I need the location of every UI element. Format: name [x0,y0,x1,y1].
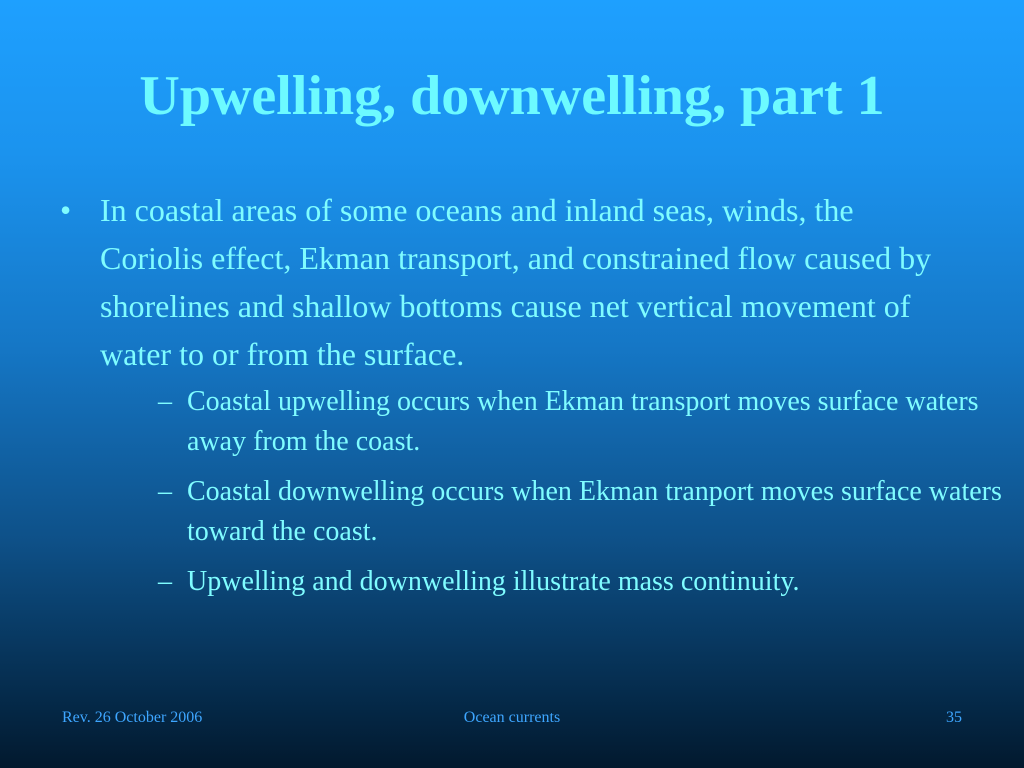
footer-topic: Ocean currents [463,709,561,726]
sub-bullet-list [100,382,1002,602]
sub-bullet-upwelling [100,382,1007,462]
footer-slide-number: 35 [946,709,962,726]
sub-bullet-downwelling [100,472,1007,552]
sub-bullet-text: Coastal upwelling occurs when Ekman transport moves surface waters away from the coast. [187,386,979,457]
sub-bullet-continuity [100,562,1007,602]
dash-marker: – [158,476,172,507]
sub-bullet-text: Upwelling and downwelling illustrate mass continuity. [187,566,800,597]
main-bullet [58,186,1002,602]
dash-marker: – [158,386,172,417]
bullet-marker: • [60,192,72,228]
slide-title: Upwelling, downwelling, part 1 [139,65,885,127]
main-bullet-text: In coastal areas of some oceans and inland seas, winds, the Coriolis effect, Ekman transport, and constrained flow caused by shorelines and shallow bottoms cause net vertical movement of water to or from the surface. [100,192,932,372]
footer-date: Rev. 26 October 2006 [62,709,203,726]
dash-marker: – [158,566,172,597]
sub-bullet-text: Coastal downwelling occurs when Ekman tranport moves surface waters toward the coast. [187,476,1002,547]
slide-body [58,186,1002,612]
